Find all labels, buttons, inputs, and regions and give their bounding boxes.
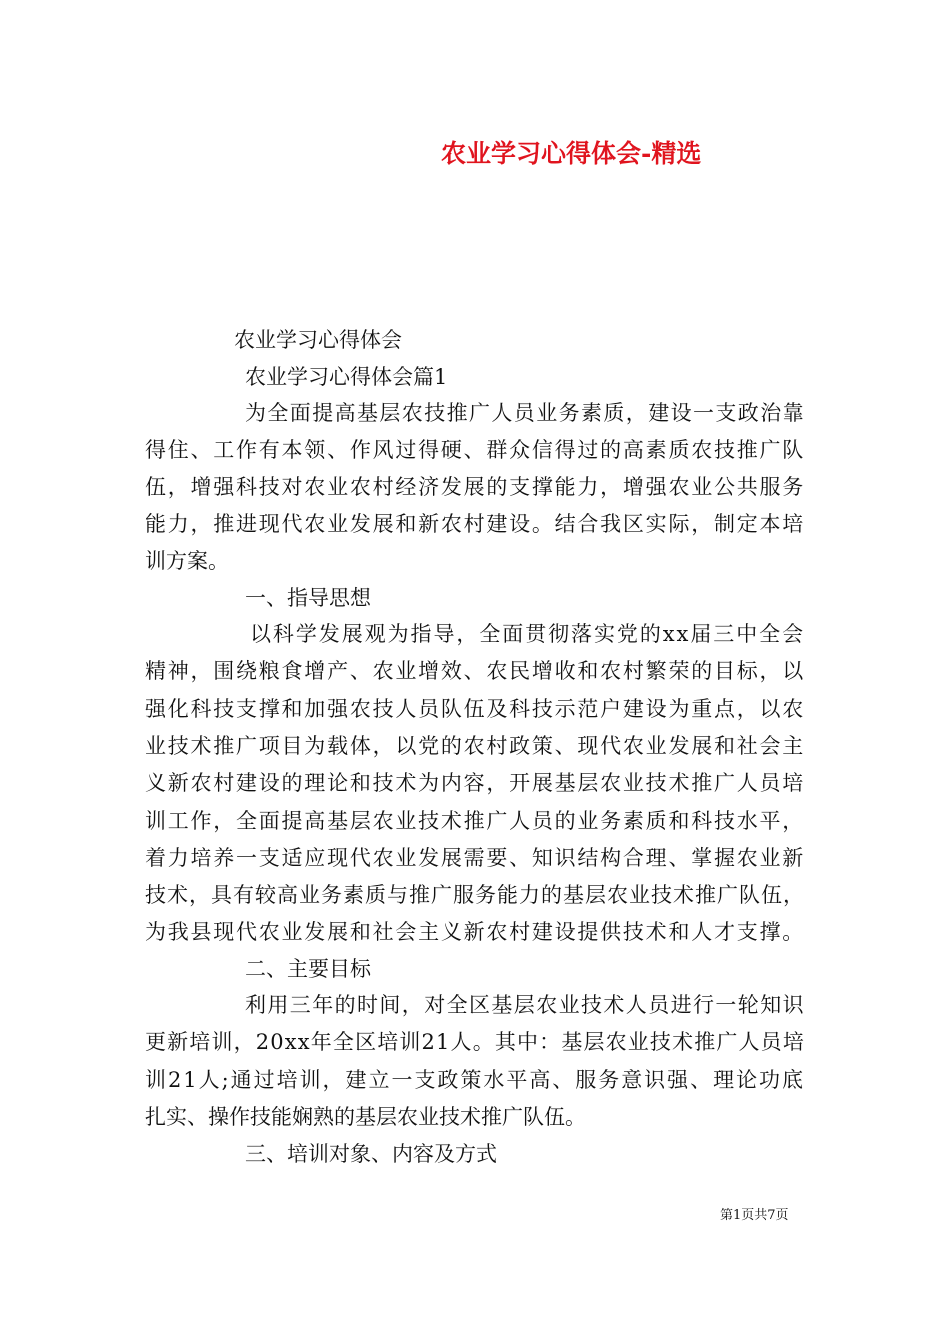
document-title: 农业学习心得体会-精选	[441, 139, 702, 168]
text-line: 业技术推广项目为载体，以党的农村政策、现代农业发展和社会主	[145, 734, 805, 758]
text-line: 技术，具有较高业务素质与推广服务能力的基层农业技术推广队伍，	[145, 883, 805, 907]
text-line: 伍，增强科技对农业农村经济发展的支撑能力，增强农业公共服务	[145, 475, 805, 499]
text-line: 着力培养一支适应现代农业发展需要、知识结构合理、掌握农业新	[145, 846, 805, 870]
text-line: 为我县现代农业发展和社会主义新农村建设提供技术和人才支撑。	[145, 920, 805, 944]
text-line: 得住、工作有本领、作风过得硬、群众信得过的高素质农技推广队	[145, 438, 805, 462]
text-line: 更新培训，20xx年全区培训21人。其中：基层农业技术推广人员培	[145, 1030, 805, 1054]
text-line: 精神，围绕粮食增产、农业增效、农民增收和农村繁荣的目标，以	[145, 659, 805, 683]
text-line: 能力，推进现代农业发展和新农村建设。结合我区实际，制定本培	[145, 512, 805, 536]
text-line: 训工作，全面提高基层农业技术推广人员的业务素质和科技水平，	[145, 809, 805, 833]
text-line: 训方案。	[145, 549, 229, 573]
text-line: 义新农村建设的理论和技术为内容，开展基层农业技术推广人员培	[145, 771, 805, 795]
text-line: 二、主要目标	[245, 957, 371, 981]
text-line: 以科学发展观为指导，全面贯彻落实党的xx届三中全会	[250, 622, 805, 646]
text-line: 农业学习心得体会	[234, 328, 402, 352]
text-line: 训21人;通过培训，建立一支政策水平高、服务意识强、理论功底	[145, 1068, 805, 1092]
text-line: 农业学习心得体会篇1	[245, 365, 448, 389]
text-line: 三、培训对象、内容及方式	[245, 1142, 497, 1166]
text-line: 一、指导思想	[245, 586, 371, 610]
text-line: 利用三年的时间，对全区基层农业技术人员进行一轮知识	[245, 993, 805, 1017]
text-line: 强化科技支撑和加强农技人员队伍及科技示范户建设为重点，以农	[145, 697, 805, 721]
text-line: 扎实、操作技能娴熟的基层农业技术推广队伍。	[145, 1105, 586, 1129]
text-line: 为全面提高基层农技推广人员业务素质，建设一支政治靠	[245, 401, 805, 425]
page-number: 第1页共7页	[720, 1208, 789, 1223]
